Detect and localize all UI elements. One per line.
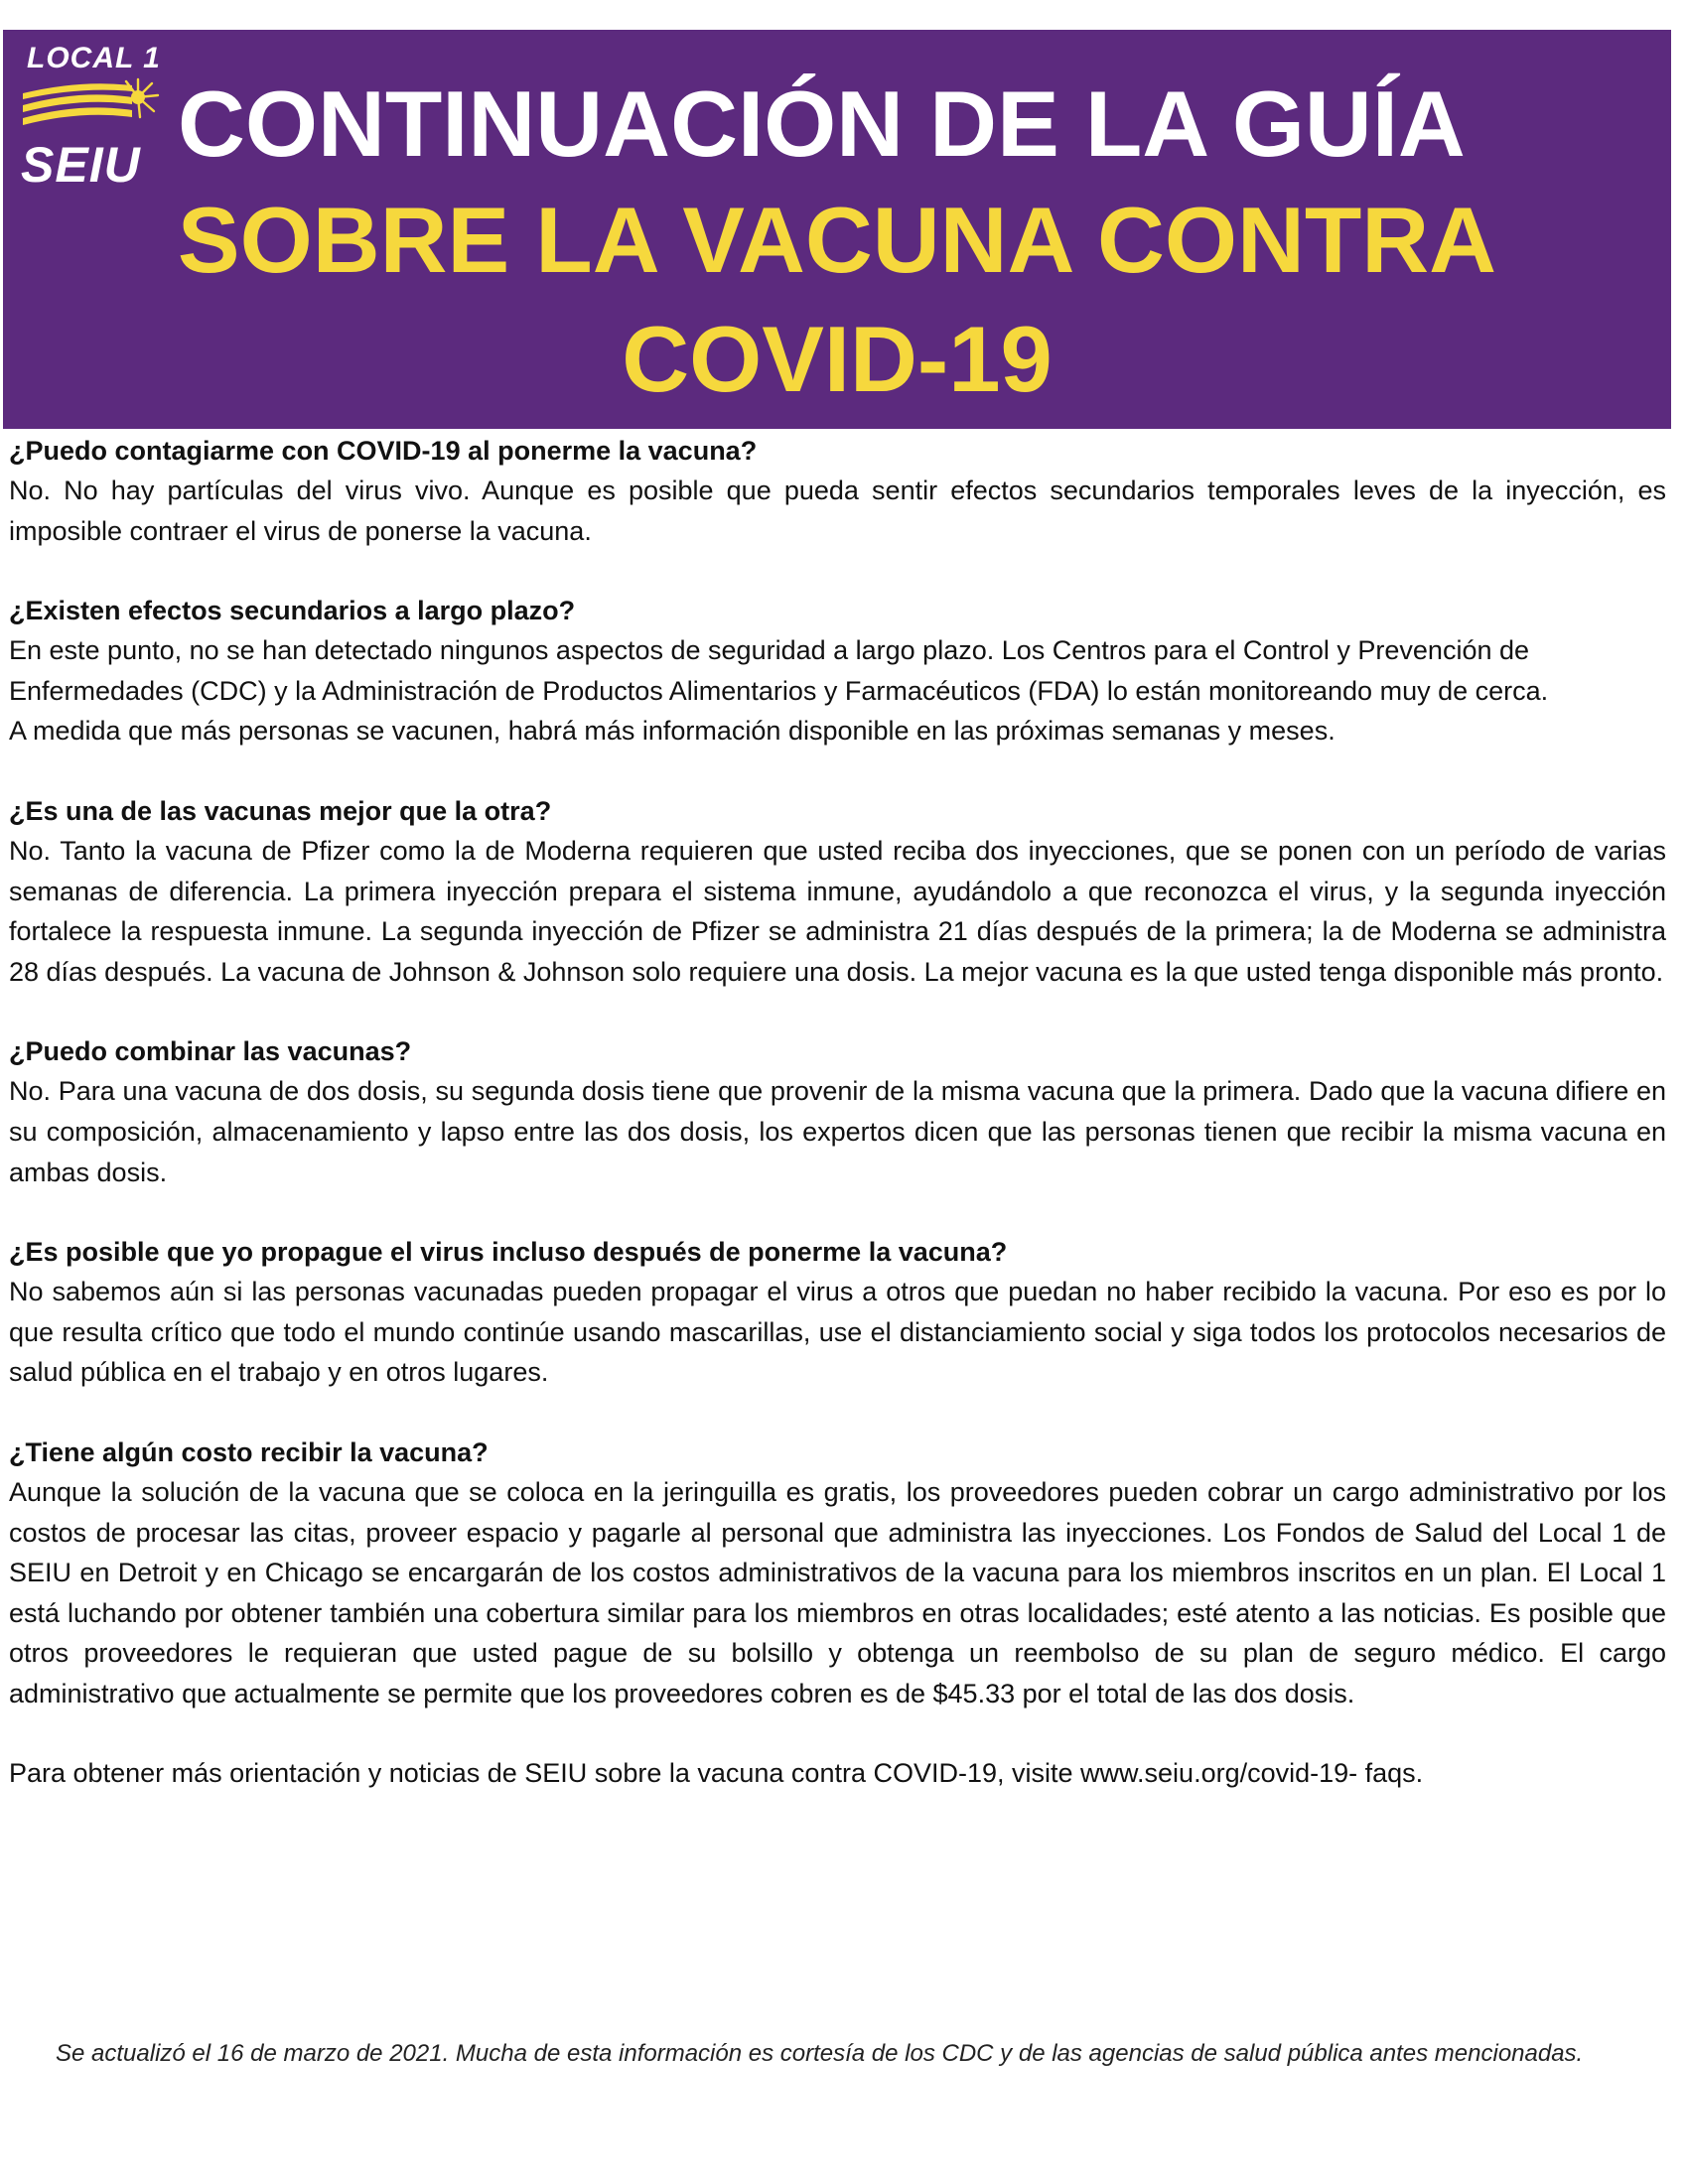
logo-seiu-text: SEIU	[21, 137, 141, 193]
faq-content	[9, 431, 1666, 1793]
faq-question: ¿Tiene algún costo recibir la vacuna?	[9, 1436, 489, 1467]
faq-item	[9, 1031, 1666, 1192]
faq-answer: En este punto, no se han detectado ningunos aspectos de seguridad a largo plazo. Los Centros para el Control y Prevención de Enfermedades (CDC) y la Administración de Productos Alimentarios y Farmacéuticos (FDA) lo están monitoreando muy de cerca.	[9, 635, 1549, 706]
faq-item	[9, 1433, 1666, 1714]
faq-answer: A medida que más personas se vacunen, habrá más información disponible en las próximas semanas y meses.	[9, 716, 1336, 747]
faq-question: ¿Es posible que yo propague el virus incluso después de ponerme la vacuna?	[9, 1237, 1008, 1268]
faq-item	[9, 431, 1666, 551]
faq-question: ¿Es una de las vacunas mejor que la otra?	[9, 795, 552, 826]
header-banner	[3, 30, 1671, 429]
faq-answer: No. Para una vacuna de dos dosis, su segunda dosis tiene que provenir de la misma vacuna que la primera. Dado que la vacuna difiere en su composición, almacenamiento y lapso entre las dos dosis, los expertos dicen que las personas tienen que recibir la misma vacuna en ambas dosis.	[9, 1076, 1666, 1187]
logo-local-text: LOCAL 1	[27, 42, 161, 74]
faq-question: ¿Puedo combinar las vacunas?	[9, 1036, 412, 1067]
sunburst-stripes-icon	[21, 75, 160, 137]
closing-text: Para obtener más orientación y noticias de SEIU sobre la vacuna contra COVID-19, visite www.seiu.org/covid-19- faqs.	[9, 1758, 1424, 1789]
title-line-3: COVID-19	[622, 307, 1053, 411]
title-line-2: SOBRE LA VACUNA CONTRA	[177, 188, 1497, 292]
faq-question: ¿Puedo contagiarme con COVID-19 al ponerme la vacuna?	[9, 436, 758, 466]
faq-answer: No. Tanto la vacuna de Pfizer como la de Moderna requieren que usted reciba dos inyecciones, que se ponen con un período de varias semanas de diferencia. La primera inyección prepara el sistema inmune, ayudándolo a que reconozca el virus, y la segunda inyección fortalece la respuesta inmune. La segunda inyección de Pfizer se administra 21 días después de la primera; la de Moderna se administra 28 días después. La vacuna de Johnson & Johnson solo requiere una dosis. La mejor vacuna es la que usted tenga disponible más pronto.	[9, 835, 1666, 987]
faq-item	[9, 1232, 1666, 1393]
faq-item	[9, 791, 1666, 992]
faq-question: ¿Existen efectos secundarios a largo plazo?	[9, 596, 576, 626]
seiu-local-1-logo	[21, 38, 170, 197]
faq-answer: No sabemos aún si las personas vacunadas pueden propagar el virus a otros que puedan no haber recibido la vacuna. Por eso es por lo que resulta crítico que todo el mundo continúe usando mascarillas, use el distanciamiento social y siga todos los protocolos necesarios de salud pública en el trabajo y en otros lugares.	[9, 1277, 1666, 1388]
faq-item	[9, 591, 1666, 751]
faq-answer: No. No hay partículas del virus vivo. Aunque es posible que pueda sentir efectos secundarios temporales leves de la inyección, es imposible contraer el virus de ponerse la vacuna.	[9, 476, 1666, 546]
faq-answer: Aunque la solución de la vacuna que se coloca en la jeringuilla es gratis, los proveedores pueden cobrar un cargo administrativo por los costos de procesar las citas, proveer espacio y pagarle al personal que administra las inyecciones. Los Fondos de Salud del Local 1 de SEIU en Detroit y en Chicago se encargarán de los costos administrativos de la vacuna para los miembros inscritos en un plan. El Local 1 está luchando por obtener también una cobertura similar para los miembros en otras localidades; esté atento a las noticias. Es posible que otros proveedores le requieran que usted pague de su bolsillo y obtenga un reembolso de su plan de seguro médico. El cargo administrativo que actualmente se permite que los proveedores cobren es de $45.33 por el total de las dos dosis.	[9, 1476, 1666, 1708]
title-line-1: CONTINUACIÓN DE LA GUÍA	[178, 71, 1466, 176]
footnote: Se actualizó el 16 de marzo de 2021. Mucha de esta información es cortesía de los CDC y de las agencias de salud pública antes mencionadas.	[56, 2040, 1584, 2067]
